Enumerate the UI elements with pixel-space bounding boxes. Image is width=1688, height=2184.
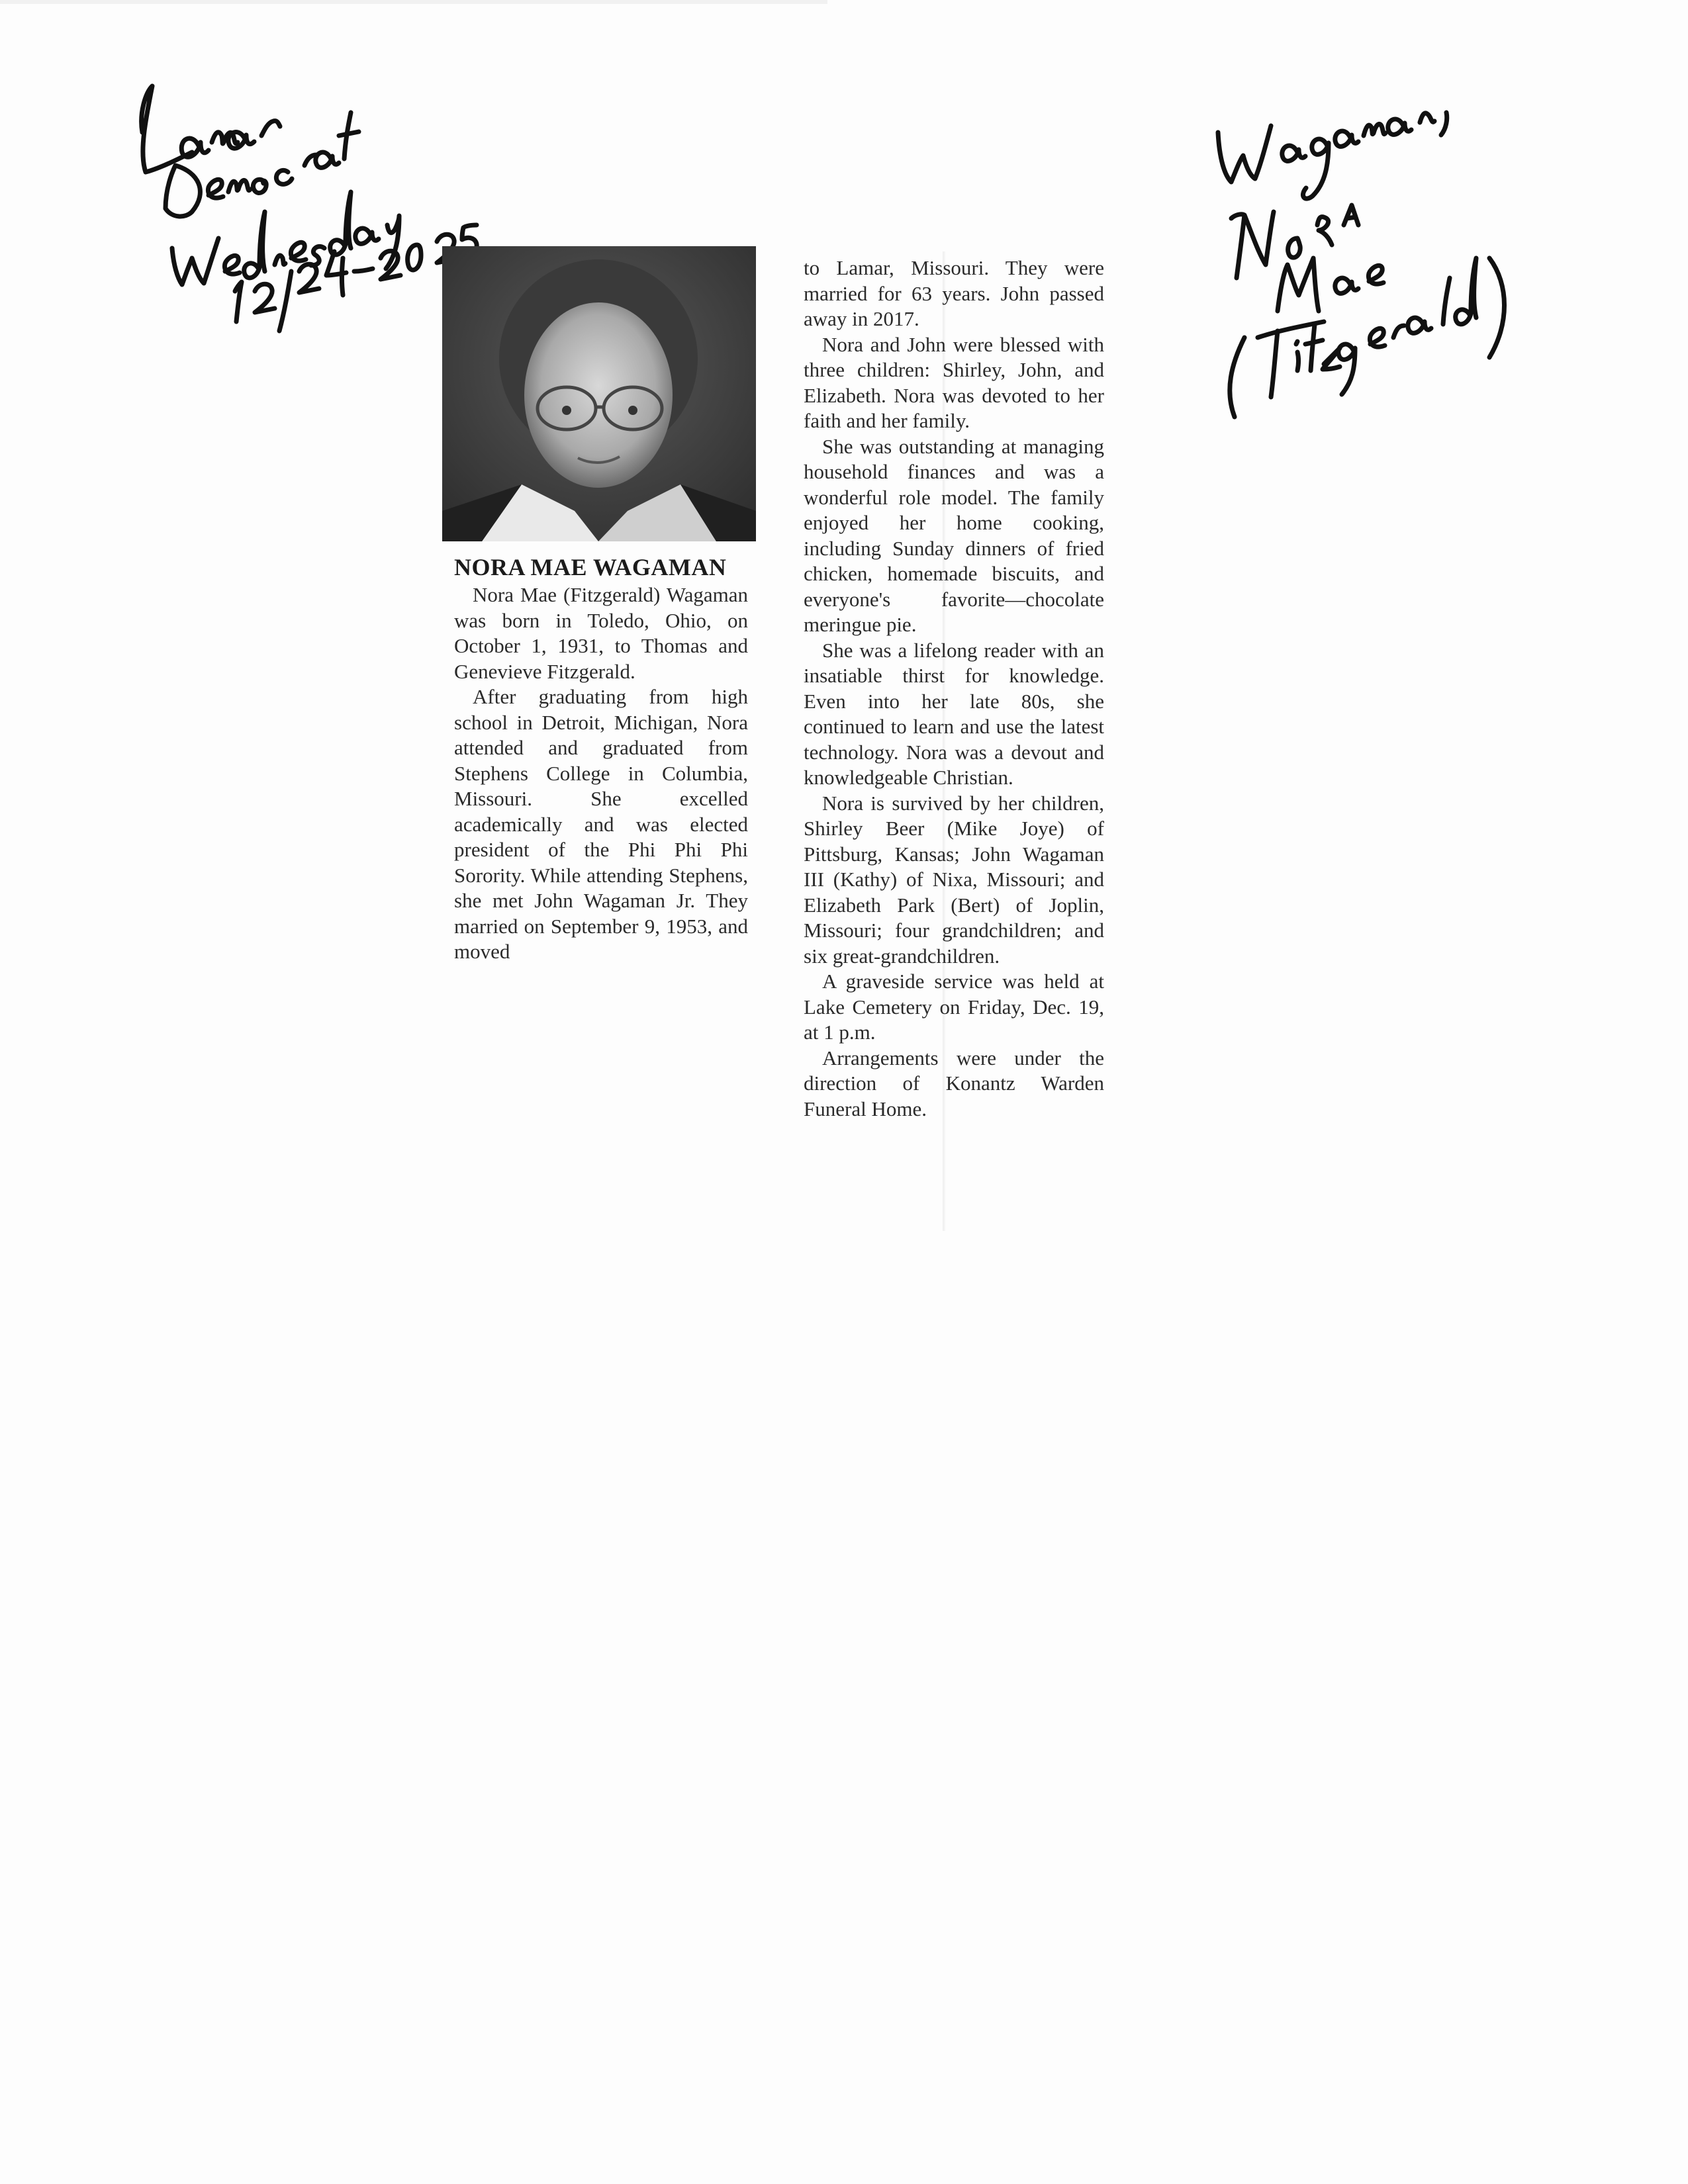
paragraph: She was outstanding at managing household finances and was a wonderful role model. The family enjoyed her home cooking, including Sunday dinners of fried chicken, homemade biscuits, and everyone's favorite—chocolate meringue pie.: [804, 434, 1104, 636]
paragraph: She was a lifelong reader with an insatiable thirst for knowledge. Even into her late 80s, she continued to learn and use the latest technology. Nora was a devout and knowledgeable Christian.: [804, 638, 1104, 789]
paragraph: A graveside service was held at Lake Cemetery on Friday, Dec. 19, at 1 p.m.: [804, 970, 1104, 1044]
portrait-drawing: [442, 246, 756, 541]
paragraph: After graduating from high school in Detroit, Michigan, Nora attended and graduated from Stephens College in Columbia, Missouri. She excelled academically and was elected president of the Phi Phi Phi Sorority. While attending Stephens, she met John Wagaman Jr. They married on September 9, 1953, and moved: [454, 685, 748, 963]
paper-edge: [0, 0, 827, 4]
portrait-photo: [442, 246, 756, 541]
handwritten-note-left: [126, 73, 483, 338]
paragraph: Nora and John were blessed with three children: Shirley, John, and Elizabeth. Nora was devoted to her faith and her family.: [804, 332, 1104, 432]
paragraph: Nora Mae (Fitzgerald) Wagaman was born in Toledo, Ohio, on October 1, 1931, to Thomas and Genevieve Fitzgerald.: [454, 583, 748, 683]
obituary-body-column-2: [804, 255, 1104, 1122]
obituary-column-2: [804, 255, 1104, 1122]
paragraph: Nora is survived by her children, Shirley Beer (Mike Joye) of Pittsburg, Kansas; John Wagaman III (Kathy) of Nixa, Missouri; and Elizabeth Park (Bert) of Joplin, Missouri; four grandchildren; and six great-grandchildren.: [804, 791, 1104, 968]
handwritten-note-right: [1205, 60, 1516, 430]
paragraph: Arrangements were under the direction of Konantz Warden Funeral Home.: [804, 1046, 1104, 1120]
obituary-body-column-1: [454, 582, 748, 965]
paragraph-continuation: to Lamar, Missouri. They were married for 63 years. John passed away in 2017.: [804, 256, 1104, 330]
obituary-column-1: [442, 246, 756, 965]
obituary-headline: NORA MAE WAGAMAN: [454, 554, 727, 580]
